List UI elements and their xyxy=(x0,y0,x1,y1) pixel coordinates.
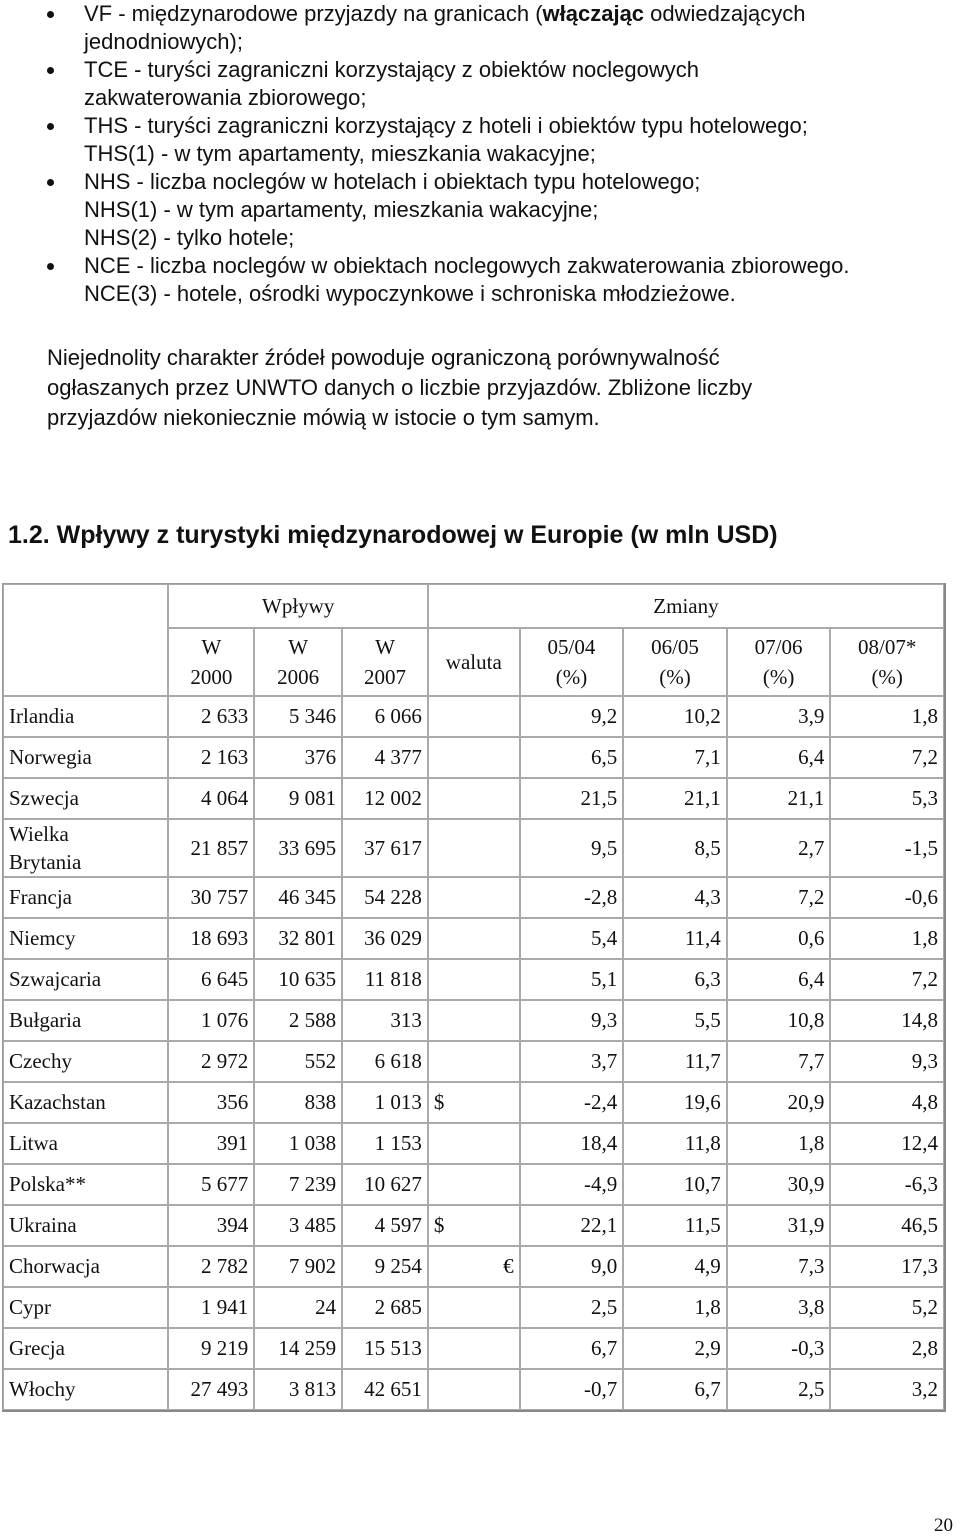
currency-cell xyxy=(428,1369,520,1410)
change-cell: 4,3 xyxy=(623,877,727,918)
header-change-0504: 05/04 (%) xyxy=(520,628,624,696)
currency-cell xyxy=(428,696,520,737)
change-cell: 11,8 xyxy=(623,1123,727,1164)
table-row xyxy=(3,1000,944,1041)
bold-text: włączając xyxy=(542,1,645,26)
change-cell: 8,5 xyxy=(623,819,727,877)
table-row xyxy=(3,1246,944,1287)
change-cell: 2,8 xyxy=(830,1328,944,1369)
change-cell: 6,3 xyxy=(623,959,727,1000)
table-row xyxy=(3,696,944,737)
inflows-table xyxy=(2,583,946,1412)
country-cell: Chorwacja xyxy=(3,1246,168,1287)
header-w2007: W 2007 xyxy=(342,628,428,696)
bullet-icon xyxy=(47,123,54,130)
change-cell: 3,7 xyxy=(520,1041,624,1082)
table-row xyxy=(3,1082,944,1123)
country-cell: Litwa xyxy=(3,1123,168,1164)
list-item-text: NHS - liczba noclegów w hotelach i obiektach typu hotelowego; xyxy=(84,169,701,194)
value-cell: 9 254 xyxy=(342,1246,428,1287)
country-cell: Kazachstan xyxy=(3,1082,168,1123)
change-cell: 12,4 xyxy=(830,1123,944,1164)
value-cell: 1 076 xyxy=(168,1000,254,1041)
value-cell: 4 377 xyxy=(342,737,428,778)
change-cell: 10,2 xyxy=(623,696,727,737)
header-w2000: W 2000 xyxy=(168,628,254,696)
currency-cell xyxy=(428,1041,520,1082)
value-cell: 10 627 xyxy=(342,1164,428,1205)
section-title: 1.2. Wpływy z turystyki międzynarodowej w Europie (w mln USD) xyxy=(8,521,778,549)
change-cell: 5,3 xyxy=(830,778,944,819)
country-cell: Niemcy xyxy=(3,918,168,959)
header-change-0706: 07/06 (%) xyxy=(727,628,831,696)
table-row xyxy=(3,819,944,877)
value-cell: 7 239 xyxy=(254,1164,342,1205)
table-row xyxy=(3,877,944,918)
country-cell: Polska** xyxy=(3,1164,168,1205)
bullet-icon xyxy=(47,67,54,74)
value-cell: 2 588 xyxy=(254,1000,342,1041)
currency-cell xyxy=(428,819,520,877)
change-cell: 3,9 xyxy=(727,696,831,737)
bullet-icon xyxy=(47,263,54,270)
value-cell: 6 645 xyxy=(168,959,254,1000)
value-cell: 24 xyxy=(254,1287,342,1328)
currency-cell xyxy=(428,737,520,778)
header-w2006: W 2006 xyxy=(254,628,342,696)
paragraph-line: przyjazdów niekoniecznie mówią w istocie o tym samym. xyxy=(47,405,600,430)
list-item-text: NHS(2) - tylko hotele; xyxy=(84,225,295,250)
table-row xyxy=(3,918,944,959)
country-cell: Francja xyxy=(3,877,168,918)
table-row xyxy=(3,1041,944,1082)
change-cell: -4,9 xyxy=(520,1164,624,1205)
change-cell: 4,9 xyxy=(623,1246,727,1287)
change-cell: 7,2 xyxy=(830,959,944,1000)
change-cell: 1,8 xyxy=(623,1287,727,1328)
change-cell: 21,1 xyxy=(623,778,727,819)
currency-cell xyxy=(428,918,520,959)
value-cell: 30 757 xyxy=(168,877,254,918)
country-cell: Wielka Brytania xyxy=(3,819,168,877)
change-cell: 6,4 xyxy=(727,737,831,778)
bullet-icon xyxy=(47,11,54,18)
header-change-0807: 08/07* (%) xyxy=(830,628,944,696)
change-cell: 2,5 xyxy=(727,1369,831,1410)
change-cell: -0,6 xyxy=(830,877,944,918)
value-cell: 2 685 xyxy=(342,1287,428,1328)
table-row xyxy=(3,1369,944,1410)
currency-cell xyxy=(428,1164,520,1205)
value-cell: 1 941 xyxy=(168,1287,254,1328)
table-row xyxy=(3,737,944,778)
list-item-text: NCE - liczba noclegów w obiektach noclegowych zakwaterowania zbiorowego. xyxy=(84,253,850,278)
value-cell: 2 633 xyxy=(168,696,254,737)
change-cell: -0,3 xyxy=(727,1328,831,1369)
value-cell: 394 xyxy=(168,1205,254,1246)
list-item-text: TCE - turyści zagraniczni korzystający z obiektów noclegowych xyxy=(84,57,700,82)
list-item-text: NCE(3) - hotele, ośrodki wypoczynkowe i schroniska młodzieżowe. xyxy=(84,281,736,306)
change-cell: 3,8 xyxy=(727,1287,831,1328)
value-cell: 391 xyxy=(168,1123,254,1164)
currency-cell xyxy=(428,778,520,819)
change-cell: -2,8 xyxy=(520,877,624,918)
change-cell: 6,5 xyxy=(520,737,624,778)
country-cell: Szwecja xyxy=(3,778,168,819)
country-cell: Włochy xyxy=(3,1369,168,1410)
value-cell: 9 081 xyxy=(254,778,342,819)
change-cell: -0,7 xyxy=(520,1369,624,1410)
value-cell: 33 695 xyxy=(254,819,342,877)
change-cell: 5,5 xyxy=(623,1000,727,1041)
header-corner xyxy=(3,584,168,696)
change-cell: 11,7 xyxy=(623,1041,727,1082)
value-cell: 27 493 xyxy=(168,1369,254,1410)
value-cell: 54 228 xyxy=(342,877,428,918)
paragraph-line: Niejednolity charakter źródeł powoduje ograniczoną porównywalność xyxy=(47,345,720,370)
change-cell: 7,7 xyxy=(727,1041,831,1082)
value-cell: 9 219 xyxy=(168,1328,254,1369)
change-cell: -2,4 xyxy=(520,1082,624,1123)
change-cell: 20,9 xyxy=(727,1082,831,1123)
change-cell: 10,8 xyxy=(727,1000,831,1041)
value-cell: 21 857 xyxy=(168,819,254,877)
change-cell: 5,4 xyxy=(520,918,624,959)
table-row xyxy=(3,1205,944,1246)
currency-cell xyxy=(428,959,520,1000)
value-cell: 552 xyxy=(254,1041,342,1082)
country-cell: Bułgaria xyxy=(3,1000,168,1041)
change-cell: 11,5 xyxy=(623,1205,727,1246)
value-cell: 2 782 xyxy=(168,1246,254,1287)
page-number: 20 xyxy=(934,1515,953,1536)
list-item-text: THS(1) - w tym apartamenty, mieszkania wakacyjne; xyxy=(84,141,596,166)
currency-cell: € xyxy=(428,1246,520,1287)
currency-cell xyxy=(428,1328,520,1369)
change-cell: 6,7 xyxy=(623,1369,727,1410)
value-cell: 1 038 xyxy=(254,1123,342,1164)
list-item-text: jednodniowych); xyxy=(84,29,243,54)
change-cell: 31,9 xyxy=(727,1205,831,1246)
currency-cell xyxy=(428,1287,520,1328)
change-cell: 17,3 xyxy=(830,1246,944,1287)
value-cell: 14 259 xyxy=(254,1328,342,1369)
value-cell: 36 029 xyxy=(342,918,428,959)
currency-cell xyxy=(428,877,520,918)
change-cell: 4,8 xyxy=(830,1082,944,1123)
change-cell: 10,7 xyxy=(623,1164,727,1205)
change-cell: 9,2 xyxy=(520,696,624,737)
value-cell: 376 xyxy=(254,737,342,778)
value-cell: 46 345 xyxy=(254,877,342,918)
change-cell: 1,8 xyxy=(830,918,944,959)
change-cell: 19,6 xyxy=(623,1082,727,1123)
value-cell: 18 693 xyxy=(168,918,254,959)
country-cell: Cypr xyxy=(3,1287,168,1328)
list-item-text: odwiedzających xyxy=(644,1,806,26)
table-row xyxy=(3,778,944,819)
change-cell: 0,6 xyxy=(727,918,831,959)
change-cell: 5,1 xyxy=(520,959,624,1000)
header-change-0605: 06/05 (%) xyxy=(623,628,727,696)
change-cell: 1,8 xyxy=(727,1123,831,1164)
value-cell: 11 818 xyxy=(342,959,428,1000)
value-cell: 4 064 xyxy=(168,778,254,819)
value-cell: 6 066 xyxy=(342,696,428,737)
value-cell: 10 635 xyxy=(254,959,342,1000)
change-cell: 46,5 xyxy=(830,1205,944,1246)
change-cell: 9,0 xyxy=(520,1246,624,1287)
value-cell: 12 002 xyxy=(342,778,428,819)
value-cell: 32 801 xyxy=(254,918,342,959)
change-cell: 9,5 xyxy=(520,819,624,877)
change-cell: 1,8 xyxy=(830,696,944,737)
change-cell: 18,4 xyxy=(520,1123,624,1164)
change-cell: 22,1 xyxy=(520,1205,624,1246)
value-cell: 356 xyxy=(168,1082,254,1123)
value-cell: 4 597 xyxy=(342,1205,428,1246)
change-cell: 7,2 xyxy=(830,737,944,778)
change-cell: 14,8 xyxy=(830,1000,944,1041)
value-cell: 5 677 xyxy=(168,1164,254,1205)
paragraph-line: ogłaszanych przez UNWTO danych o liczbie przyjazdów. Zbliżone liczby xyxy=(47,375,753,400)
change-cell: 3,2 xyxy=(830,1369,944,1410)
change-cell: -6,3 xyxy=(830,1164,944,1205)
change-cell: 2,9 xyxy=(623,1328,727,1369)
change-cell: -1,5 xyxy=(830,819,944,877)
table-row xyxy=(3,959,944,1000)
currency-cell xyxy=(428,1000,520,1041)
list-item-text: NHS(1) - w tym apartamenty, mieszkania wakacyjne; xyxy=(84,197,599,222)
change-cell: 5,2 xyxy=(830,1287,944,1328)
country-cell: Norwegia xyxy=(3,737,168,778)
list-item-text: zakwaterowania zbiorowego; xyxy=(84,85,367,110)
value-cell: 1 153 xyxy=(342,1123,428,1164)
value-cell: 838 xyxy=(254,1082,342,1123)
value-cell: 313 xyxy=(342,1000,428,1041)
change-cell: 30,9 xyxy=(727,1164,831,1205)
value-cell: 6 618 xyxy=(342,1041,428,1082)
change-cell: 7,1 xyxy=(623,737,727,778)
change-cell: 21,5 xyxy=(520,778,624,819)
country-cell: Ukraina xyxy=(3,1205,168,1246)
value-cell: 3 485 xyxy=(254,1205,342,1246)
change-cell: 2,7 xyxy=(727,819,831,877)
country-cell: Grecja xyxy=(3,1328,168,1369)
country-cell: Czechy xyxy=(3,1041,168,1082)
table-row xyxy=(3,1328,944,1369)
currency-cell xyxy=(428,1123,520,1164)
value-cell: 42 651 xyxy=(342,1369,428,1410)
table-row xyxy=(3,1164,944,1205)
header-currency: waluta xyxy=(428,628,520,696)
value-cell: 1 013 xyxy=(342,1082,428,1123)
table-row xyxy=(3,1123,944,1164)
currency-cell: $ xyxy=(428,1205,520,1246)
value-cell: 7 902 xyxy=(254,1246,342,1287)
value-cell: 3 813 xyxy=(254,1369,342,1410)
change-cell: 7,3 xyxy=(727,1246,831,1287)
bullet-icon xyxy=(47,179,54,186)
change-cell: 9,3 xyxy=(520,1000,624,1041)
list-item-text: VF - międzynarodowe przyjazdy na granicach ( xyxy=(84,1,543,26)
change-cell: 9,3 xyxy=(830,1041,944,1082)
change-cell: 6,4 xyxy=(727,959,831,1000)
change-cell: 7,2 xyxy=(727,877,831,918)
country-cell: Szwajcaria xyxy=(3,959,168,1000)
currency-cell: $ xyxy=(428,1082,520,1123)
value-cell: 37 617 xyxy=(342,819,428,877)
value-cell: 2 972 xyxy=(168,1041,254,1082)
list-item-text: THS - turyści zagraniczni korzystający z hoteli i obiektów typu hotelowego; xyxy=(84,113,808,138)
value-cell: 5 346 xyxy=(254,696,342,737)
header-changes: Zmiany xyxy=(428,584,944,628)
change-cell: 11,4 xyxy=(623,918,727,959)
change-cell: 2,5 xyxy=(520,1287,624,1328)
value-cell: 2 163 xyxy=(168,737,254,778)
table-row xyxy=(3,1287,944,1328)
header-inflows: Wpływy xyxy=(168,584,427,628)
country-cell: Irlandia xyxy=(3,696,168,737)
change-cell: 6,7 xyxy=(520,1328,624,1369)
change-cell: 21,1 xyxy=(727,778,831,819)
value-cell: 15 513 xyxy=(342,1328,428,1369)
